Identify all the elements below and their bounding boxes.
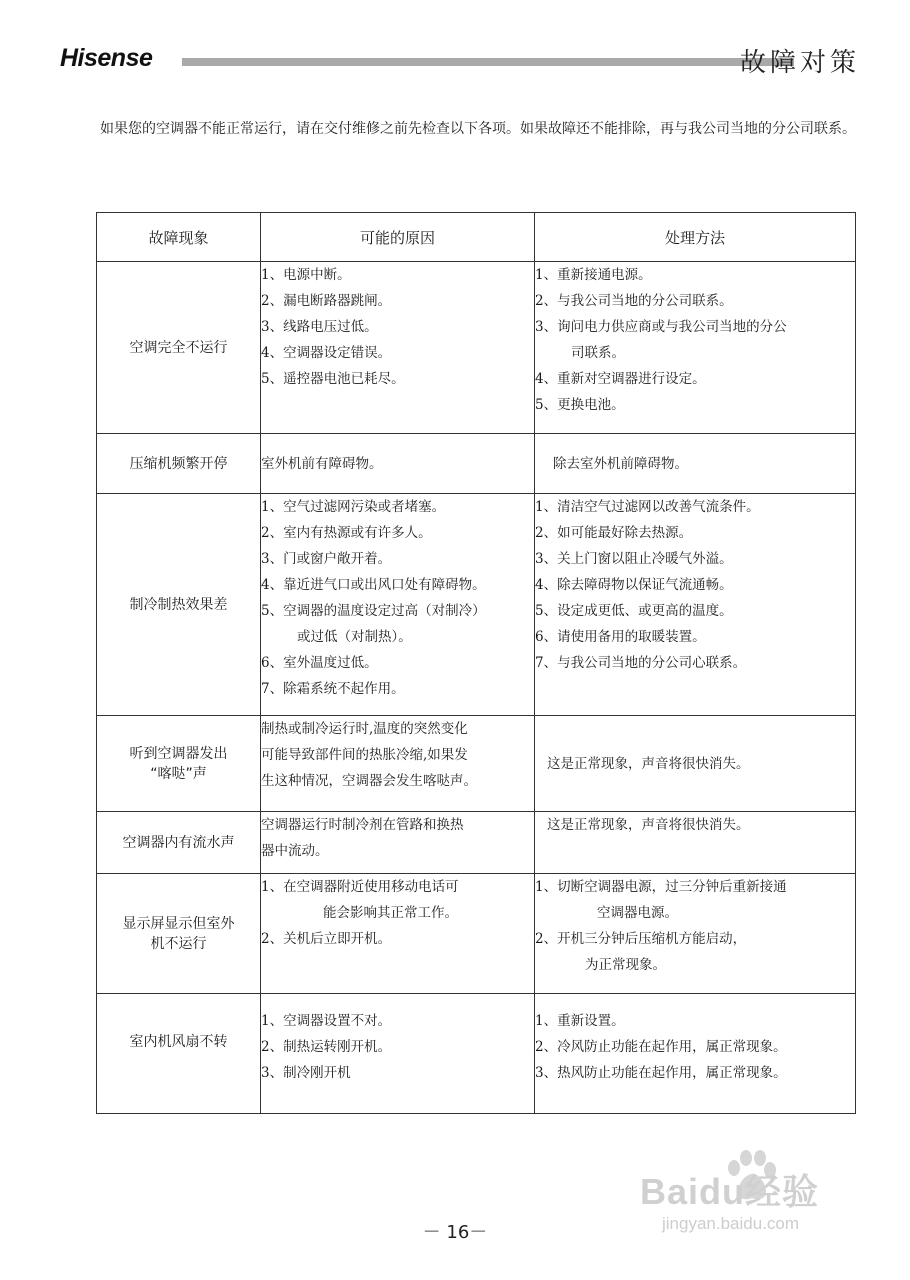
symptom-text: 空调器内有流水声 bbox=[122, 834, 235, 851]
page-header bbox=[60, 42, 860, 82]
cause-line: 6、室外温度过低。 bbox=[261, 655, 378, 671]
cause-line: 4、靠近进气口或出风口处有障碍物。 bbox=[261, 577, 486, 593]
cause-cell bbox=[261, 494, 535, 716]
symptom-cell bbox=[97, 716, 261, 812]
header-fix: 处理方法 bbox=[535, 213, 856, 262]
fix-line: 这是正常现象，声音将很快消失。 bbox=[547, 817, 750, 833]
fix-line: 3、热风防止功能在起作用，属正常现象。 bbox=[535, 1065, 787, 1081]
cause-line: 1、空气过滤网污染或者堵塞。 bbox=[261, 499, 446, 515]
symptom-cell bbox=[97, 494, 261, 716]
fix-line: 除去室外机前障碍物。 bbox=[553, 455, 688, 472]
table-row bbox=[97, 874, 856, 994]
cause-cell bbox=[261, 812, 535, 874]
cause-line: 生这种情况，空调器会发生喀哒声。 bbox=[261, 773, 477, 789]
symptom-text: 制冷制热效果差 bbox=[129, 596, 228, 613]
troubleshooting-table bbox=[96, 212, 856, 1114]
fix-line: 5、设定成更低、或更高的温度。 bbox=[535, 603, 733, 619]
cause-line: 7、除霜系统不起作用。 bbox=[261, 681, 405, 697]
symptom-cell bbox=[97, 812, 261, 874]
cause-line: 1、在空调器附近使用移动电话可 bbox=[261, 879, 459, 895]
symptom-cell bbox=[97, 434, 261, 494]
watermark-url: jingyan.baidu.com bbox=[662, 1214, 800, 1233]
fix-cell bbox=[535, 874, 856, 994]
fix-line: 1、重新设置。 bbox=[535, 1013, 625, 1029]
cause-cell bbox=[261, 874, 535, 994]
fix-cell bbox=[535, 494, 856, 716]
table-row bbox=[97, 716, 856, 812]
fix-line: 2、开机三分钟后压缩机方能启动， bbox=[535, 931, 747, 947]
cause-line: 3、门或窗户敞开着。 bbox=[261, 551, 392, 567]
fix-cell bbox=[535, 812, 856, 874]
table-row bbox=[97, 434, 856, 494]
cause-line: 5、遥控器电池已耗尽。 bbox=[261, 371, 405, 387]
fix-line: 4、重新对空调器进行设定。 bbox=[535, 371, 706, 387]
cause-line: 3、线路电压过低。 bbox=[261, 319, 378, 335]
cause-line: 2、室内有热源或有许多人。 bbox=[261, 525, 432, 541]
fix-line: 1、清洁空气过滤网以改善气流条件。 bbox=[535, 499, 760, 515]
symptom-text: 机不运行 bbox=[150, 935, 207, 952]
cause-line: 能会影响其正常工作。 bbox=[323, 905, 458, 921]
symptom-text: 显示屏显示但室外 bbox=[122, 915, 235, 932]
fix-line: 司联系。 bbox=[571, 345, 625, 361]
cause-line: 空调器运行时制冷剂在管路和换热 bbox=[261, 817, 464, 833]
cause-cell bbox=[261, 716, 535, 812]
cause-line: 器中流动。 bbox=[261, 843, 329, 859]
cause-line: 5、空调器的温度设定过高（对制冷） bbox=[261, 603, 486, 619]
cause-line: 或过低（对制热）。 bbox=[297, 629, 412, 645]
cause-line: 2、制热运转刚开机。 bbox=[261, 1039, 392, 1055]
header-symptom: 故障现象 bbox=[97, 213, 261, 262]
cause-line: 可能导致部件间的热胀冷缩,如果发 bbox=[261, 747, 468, 763]
fix-cell bbox=[535, 434, 856, 494]
cause-cell bbox=[261, 262, 535, 434]
cause-line: 2、关机后立即开机。 bbox=[261, 931, 392, 947]
header-divider-bar bbox=[182, 58, 794, 66]
header-cause: 可能的原因 bbox=[261, 213, 535, 262]
table-row bbox=[97, 812, 856, 874]
fix-line: 2、冷风防止功能在起作用，属正常现象。 bbox=[535, 1039, 787, 1055]
fix-line: 4、除去障碍物以保证气流通畅。 bbox=[535, 577, 733, 593]
symptom-cell bbox=[97, 262, 261, 434]
fix-cell bbox=[535, 716, 856, 812]
symptom-text: 听到空调器发出 bbox=[129, 745, 228, 762]
table-row bbox=[97, 262, 856, 434]
fix-line: 7、与我公司当地的分公司心联系。 bbox=[535, 655, 747, 671]
page-number: － 16－ bbox=[422, 1222, 488, 1243]
table-row bbox=[97, 494, 856, 716]
cause-line: 4、空调器设定错误。 bbox=[261, 345, 392, 361]
symptom-cell bbox=[97, 874, 261, 994]
fix-line: 2、与我公司当地的分公司联系。 bbox=[535, 293, 733, 309]
hisense-logo: Hisense bbox=[60, 44, 153, 72]
symptom-text: 空调完全不运行 bbox=[129, 339, 228, 356]
fix-line: 3、关上门窗以阻止冷暖气外溢。 bbox=[535, 551, 733, 567]
cause-line: 制热或制冷运行时,温度的突然变化 bbox=[261, 721, 468, 737]
fix-line: 6、请使用备用的取暖装置。 bbox=[535, 629, 706, 645]
symptom-text: 压缩机频繁开停 bbox=[129, 455, 228, 472]
fix-line: 为正常现象。 bbox=[585, 957, 666, 973]
cause-line: 1、电源中断。 bbox=[261, 267, 351, 283]
fix-cell bbox=[535, 994, 856, 1114]
fix-line: 空调器电源。 bbox=[597, 905, 678, 921]
fix-line: 2、如可能最好除去热源。 bbox=[535, 525, 693, 541]
page-title: 故障对策 bbox=[739, 48, 860, 78]
table-row bbox=[97, 994, 856, 1114]
intro-paragraph: 如果您的空调器不能正常运行，请在交付维修之前先检查以下各项。如果故障还不能排除，再与我公司当地的分公司联系。 bbox=[100, 121, 856, 137]
watermark-main-text: Baidu经验 bbox=[640, 1171, 820, 1212]
fix-line: 这是正常现象，声音将很快消失。 bbox=[547, 755, 750, 772]
fix-line: 1、重新接通电源。 bbox=[535, 267, 652, 283]
symptom-cell bbox=[97, 994, 261, 1114]
cause-line: 室外机前有障碍物。 bbox=[261, 455, 383, 472]
cause-cell bbox=[261, 994, 535, 1114]
cause-line: 2、漏电断路器跳闸。 bbox=[261, 293, 392, 309]
cause-cell bbox=[261, 434, 535, 494]
symptom-text: 室内机风扇不转 bbox=[129, 1034, 228, 1050]
symptom-text: “喀哒”声 bbox=[150, 765, 207, 782]
cause-line: 1、空调器设置不对。 bbox=[261, 1013, 392, 1029]
fix-line: 3、询问电力供应商或与我公司当地的分公 bbox=[535, 319, 787, 335]
fix-line: 5、更换电池。 bbox=[535, 397, 625, 413]
fix-line: 1、切断空调器电源，过三分钟后重新接通 bbox=[535, 879, 787, 895]
cause-line: 3、制冷刚开机 bbox=[261, 1065, 351, 1081]
fix-cell bbox=[535, 262, 856, 434]
table-header-row bbox=[97, 213, 856, 262]
